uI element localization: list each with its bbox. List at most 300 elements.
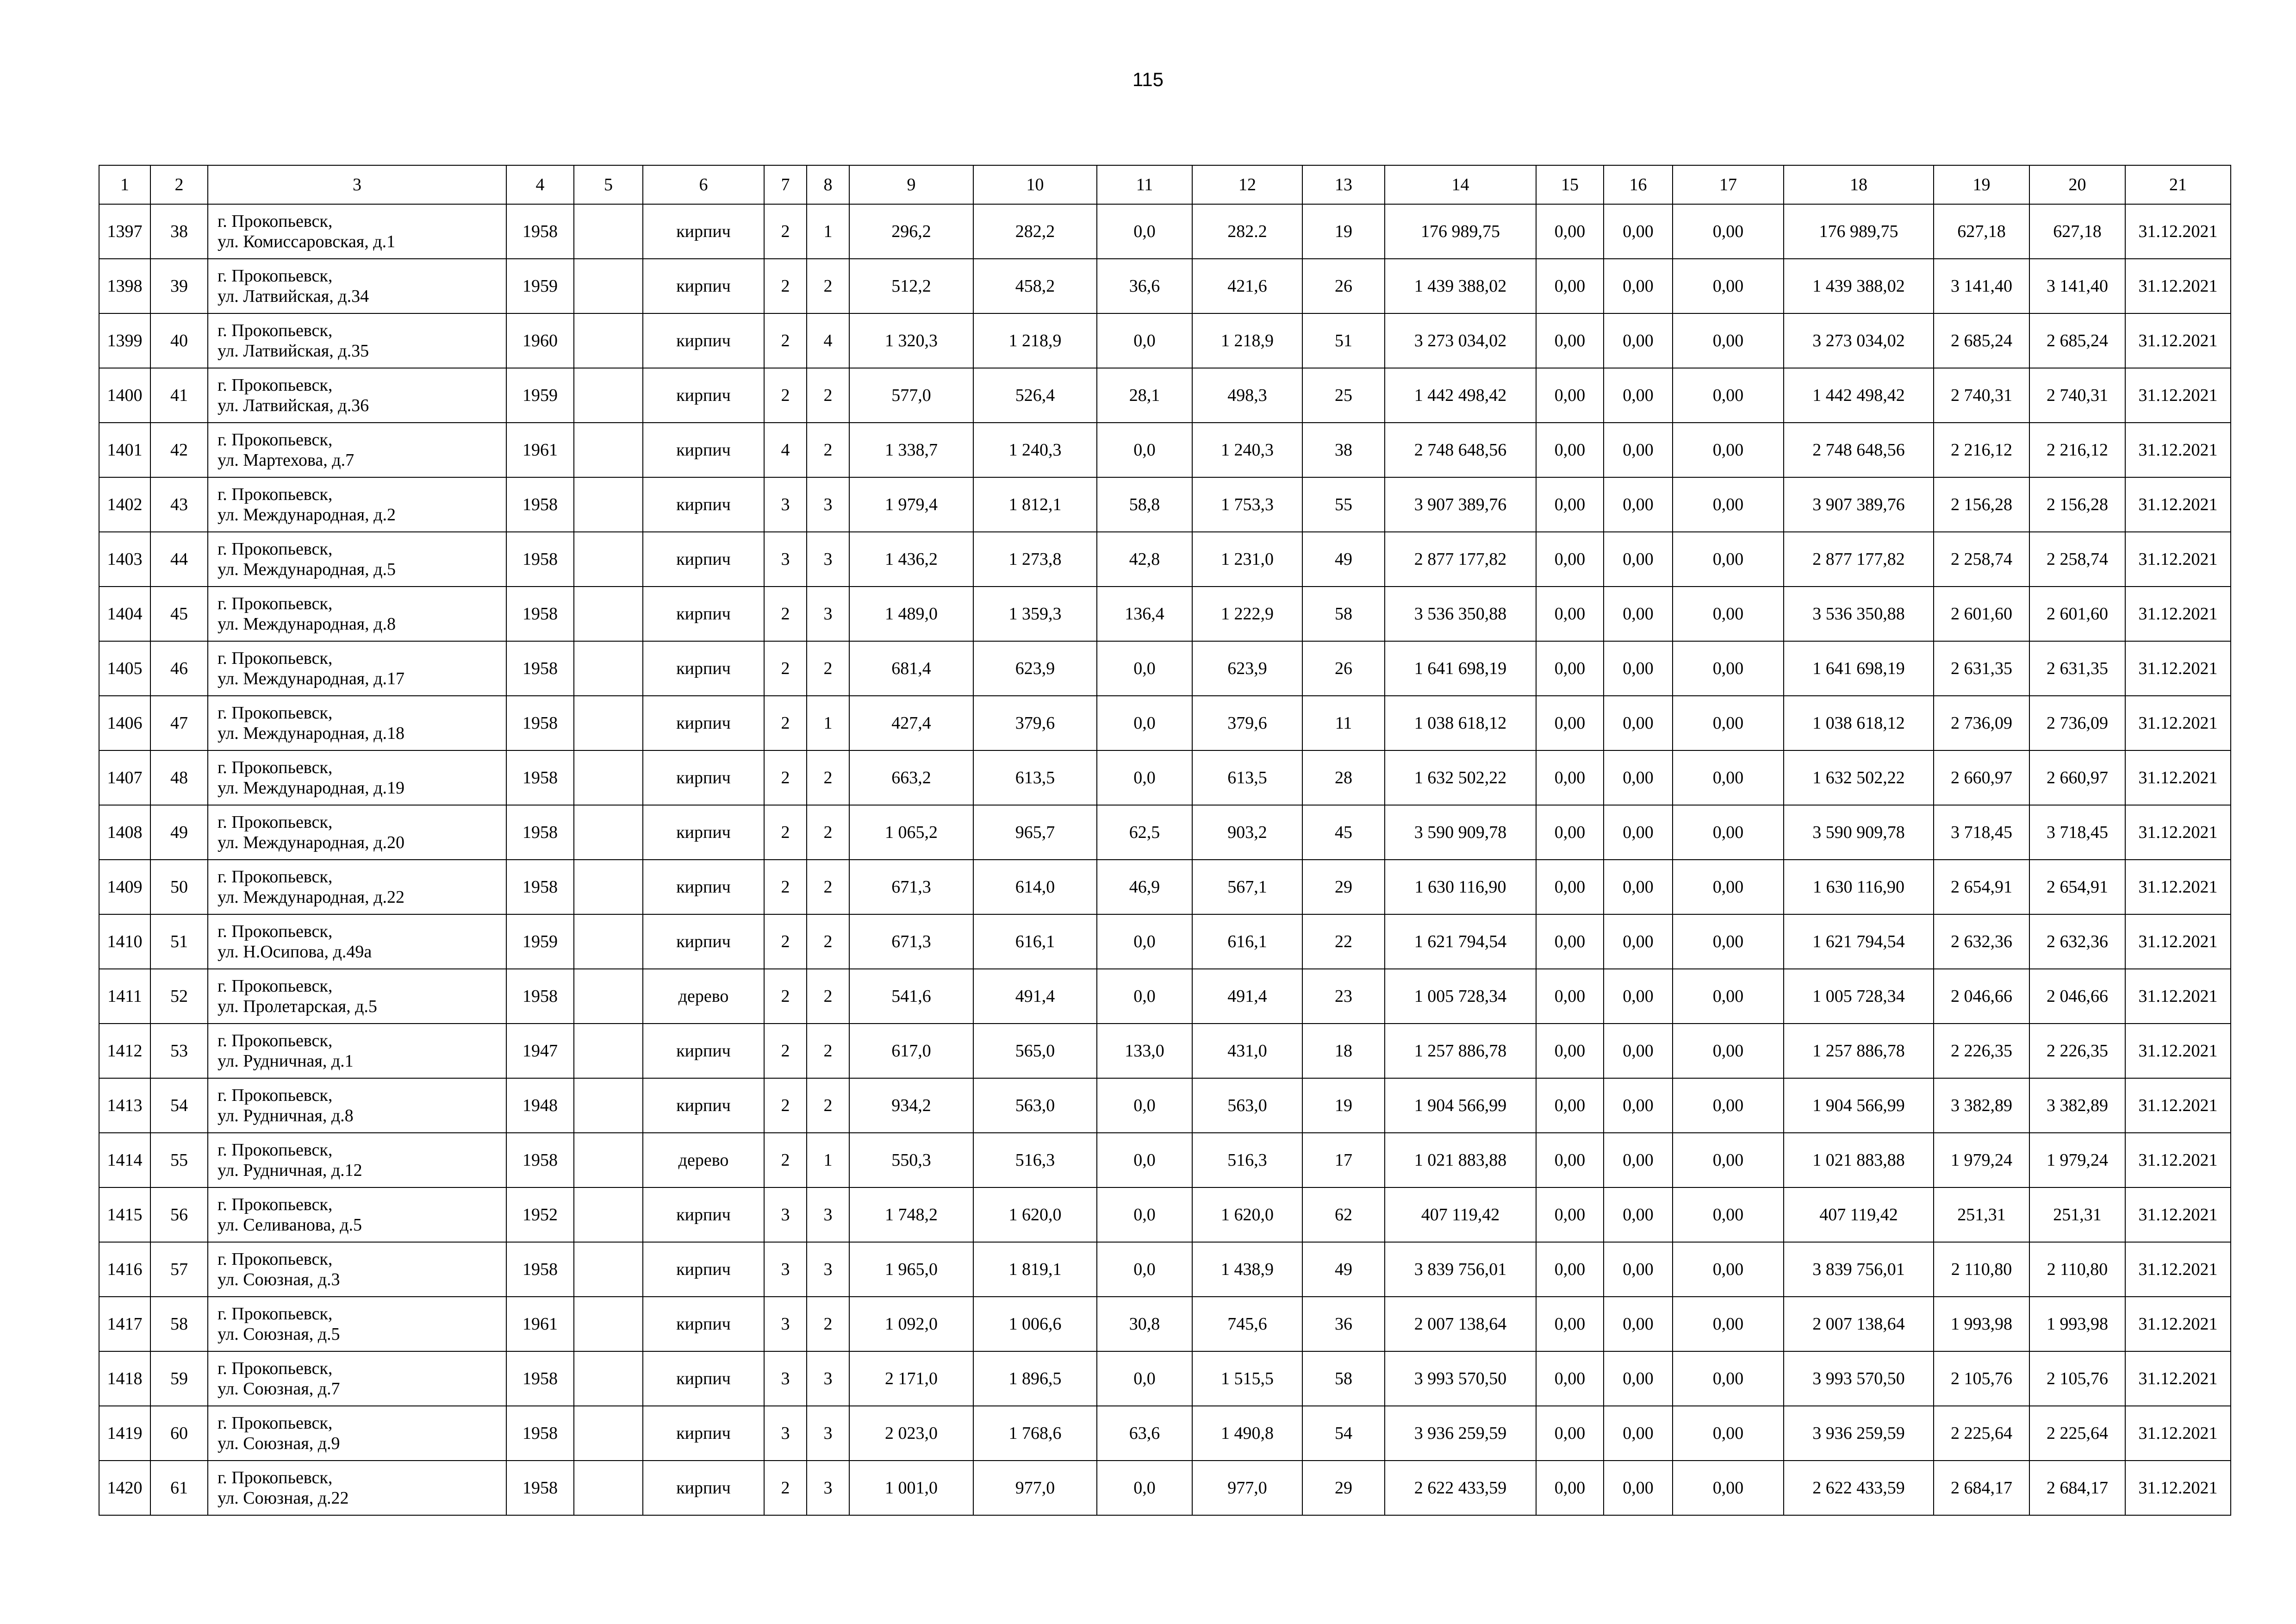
cell-col-18: 2 877 177,82 [1784,532,1934,587]
cell-col-19: 2 631,35 [1934,641,2029,696]
table-row [99,1242,2231,1297]
cell-date: 31.12.2021 [2125,204,2231,259]
address-city: г. Прокопьевск, [218,430,333,450]
cell-col-14: 2 622 433,59 [1385,1461,1536,1515]
cell-col-13: 38 [1302,423,1385,477]
address-city: г. Прокопьевск, [218,976,333,996]
cell-col-15: 0,00 [1536,1351,1604,1406]
address-city: г. Прокопьевск, [218,867,333,887]
cell-col-14: 1 005 728,34 [1385,969,1536,1024]
cell-col-5 [574,1242,643,1297]
cell-col-20: 3 718,45 [2029,805,2125,860]
cell-total-number: 1403 [99,532,150,587]
address-city: г. Прокопьевск, [218,1304,333,1324]
cell-floors: 3 [764,1351,807,1406]
cell-col-12: 1 515,5 [1192,1351,1302,1406]
cell-floors: 3 [764,477,807,532]
cell-col-15: 0,00 [1536,1187,1604,1242]
cell-col-20: 2 740,31 [2029,368,2125,423]
cell-total-number: 1407 [99,750,150,805]
cell-col-17: 0,00 [1673,368,1784,423]
cell-col-9: 296,2 [849,204,973,259]
cell-date: 31.12.2021 [2125,1133,2231,1187]
cell-total-number: 1400 [99,368,150,423]
cell-wall-material: кирпич [643,1024,764,1078]
address-street: ул. Международная, д.5 [218,560,396,579]
cell-year: 1961 [506,1297,574,1351]
cell-col-20: 2 601,60 [2029,587,2125,641]
column-number-14: 14 [1385,165,1536,204]
cell-wall-material: кирпич [643,696,764,750]
table-row [99,1187,2231,1242]
cell-col-10: 1 006,6 [973,1297,1097,1351]
cell-col-11: 62,5 [1097,805,1192,860]
address-city: г. Прокопьевск, [218,1140,333,1160]
cell-col-17: 0,00 [1673,313,1784,368]
cell-col-18: 3 993 570,50 [1784,1351,1934,1406]
address-street: ул. Селиванова, д.5 [218,1215,362,1235]
cell-col-5 [574,1297,643,1351]
cell-col-13: 58 [1302,587,1385,641]
cell-entrances: 2 [807,860,849,914]
cell-total-number: 1413 [99,1078,150,1133]
column-number-9: 9 [849,165,973,204]
cell-col-15: 0,00 [1536,423,1604,477]
cell-col-16: 0,00 [1604,1078,1673,1133]
cell-col-19: 2 736,09 [1934,696,2029,750]
column-number-1: 1 [99,165,150,204]
cell-col-9: 1 320,3 [849,313,973,368]
cell-col-18: 1 439 388,02 [1784,259,1934,313]
cell-wall-material: кирпич [643,1242,764,1297]
cell-local-number: 39 [150,259,208,313]
cell-col-9: 2 171,0 [849,1351,973,1406]
cell-col-10: 565,0 [973,1024,1097,1078]
cell-total-number: 1410 [99,914,150,969]
cell-col-19: 2 216,12 [1934,423,2029,477]
cell-col-11: 0,0 [1097,641,1192,696]
cell-col-19: 2 156,28 [1934,477,2029,532]
cell-wall-material: дерево [643,969,764,1024]
cell-col-5 [574,313,643,368]
cell-wall-material: кирпич [643,259,764,313]
cell-year: 1948 [506,1078,574,1133]
cell-col-11: 0,0 [1097,1133,1192,1187]
cell-local-number: 61 [150,1461,208,1515]
table-row [99,1133,2231,1187]
cell-col-5 [574,587,643,641]
cell-col-12: 431,0 [1192,1024,1302,1078]
cell-col-10: 563,0 [973,1078,1097,1133]
cell-col-19: 3 382,89 [1934,1078,2029,1133]
cell-floors: 2 [764,368,807,423]
cell-floors: 2 [764,969,807,1024]
cell-col-12: 1 240,3 [1192,423,1302,477]
cell-col-9: 1 436,2 [849,532,973,587]
cell-floors: 2 [764,860,807,914]
cell-col-20: 2 216,12 [2029,423,2125,477]
cell-col-20: 2 225,64 [2029,1406,2125,1461]
cell-entrances: 3 [807,1187,849,1242]
table-row [99,805,2231,860]
column-number-19: 19 [1934,165,2029,204]
cell-col-12: 491,4 [1192,969,1302,1024]
cell-year: 1958 [506,750,574,805]
column-number-2: 2 [150,165,208,204]
cell-col-13: 28 [1302,750,1385,805]
cell-wall-material: кирпич [643,1406,764,1461]
cell-date: 31.12.2021 [2125,1187,2231,1242]
cell-col-9: 427,4 [849,696,973,750]
address-city: г. Прокопьевск, [218,594,333,613]
cell-year: 1961 [506,423,574,477]
cell-col-20: 3 382,89 [2029,1078,2125,1133]
cell-col-10: 379,6 [973,696,1097,750]
address-street: ул. Латвийская, д.35 [218,341,369,361]
address-city: г. Прокопьевск, [218,812,333,832]
cell-col-5 [574,423,643,477]
cell-col-9: 1 965,0 [849,1242,973,1297]
cell-col-9: 1 489,0 [849,587,973,641]
cell-col-13: 58 [1302,1351,1385,1406]
cell-col-9: 512,2 [849,259,973,313]
address-city: г. Прокопьевск, [218,922,333,941]
cell-col-5 [574,1187,643,1242]
cell-wall-material: кирпич [643,423,764,477]
cell-col-18: 1 257 886,78 [1784,1024,1934,1078]
cell-col-19: 2 632,36 [1934,914,2029,969]
cell-col-11: 0,0 [1097,423,1192,477]
cell-address [208,1242,506,1297]
cell-local-number: 43 [150,477,208,532]
cell-col-15: 0,00 [1536,1078,1604,1133]
cell-col-14: 2 877 177,82 [1385,532,1536,587]
cell-col-15: 0,00 [1536,532,1604,587]
address-street: ул. Международная, д.22 [218,887,404,907]
cell-col-20: 2 631,35 [2029,641,2125,696]
cell-total-number: 1415 [99,1187,150,1242]
cell-date: 31.12.2021 [2125,259,2231,313]
cell-col-16: 0,00 [1604,1242,1673,1297]
cell-address [208,477,506,532]
cell-col-19: 1 979,24 [1934,1133,2029,1187]
cell-col-10: 458,2 [973,259,1097,313]
cell-col-12: 1 231,0 [1192,532,1302,587]
cell-date: 31.12.2021 [2125,532,2231,587]
cell-col-11: 0,0 [1097,1242,1192,1297]
cell-col-12: 616,1 [1192,914,1302,969]
cell-col-14: 1 641 698,19 [1385,641,1536,696]
cell-col-13: 54 [1302,1406,1385,1461]
cell-col-10: 977,0 [973,1461,1097,1515]
cell-col-20: 2 226,35 [2029,1024,2125,1078]
cell-floors: 2 [764,313,807,368]
cell-floors: 3 [764,532,807,587]
cell-col-15: 0,00 [1536,805,1604,860]
cell-col-9: 1 092,0 [849,1297,973,1351]
cell-year: 1959 [506,368,574,423]
column-number-17: 17 [1673,165,1784,204]
cell-col-17: 0,00 [1673,477,1784,532]
address-street: ул. Рудничная, д.1 [218,1051,354,1071]
cell-col-5 [574,805,643,860]
cell-col-20: 2 632,36 [2029,914,2125,969]
table-row [99,1024,2231,1078]
cell-col-20: 2 684,17 [2029,1461,2125,1515]
cell-total-number: 1408 [99,805,150,860]
cell-col-9: 617,0 [849,1024,973,1078]
cell-col-17: 0,00 [1673,805,1784,860]
cell-year: 1958 [506,860,574,914]
cell-col-13: 29 [1302,860,1385,914]
table-row [99,1351,2231,1406]
address-street: ул. Международная, д.2 [218,505,396,525]
column-number-12: 12 [1192,165,1302,204]
cell-col-17: 0,00 [1673,259,1784,313]
cell-col-15: 0,00 [1536,1024,1604,1078]
cell-col-10: 1 359,3 [973,587,1097,641]
cell-col-9: 550,3 [849,1133,973,1187]
cell-col-11: 136,4 [1097,587,1192,641]
cell-col-9: 1 065,2 [849,805,973,860]
cell-local-number: 53 [150,1024,208,1078]
cell-col-17: 0,00 [1673,641,1784,696]
cell-col-18: 1 442 498,42 [1784,368,1934,423]
cell-col-17: 0,00 [1673,914,1784,969]
cell-col-13: 45 [1302,805,1385,860]
cell-col-18: 1 621 794,54 [1784,914,1934,969]
cell-col-16: 0,00 [1604,259,1673,313]
cell-col-15: 0,00 [1536,1297,1604,1351]
cell-col-13: 19 [1302,204,1385,259]
cell-col-15: 0,00 [1536,477,1604,532]
cell-floors: 3 [764,1297,807,1351]
cell-col-14: 3 839 756,01 [1385,1242,1536,1297]
cell-col-12: 1 753,3 [1192,477,1302,532]
cell-col-15: 0,00 [1536,914,1604,969]
cell-entrances: 1 [807,204,849,259]
cell-date: 31.12.2021 [2125,750,2231,805]
address-city: г. Прокопьевск, [218,703,333,723]
cell-col-12: 977,0 [1192,1461,1302,1515]
cell-col-14: 1 632 502,22 [1385,750,1536,805]
table-row [99,750,2231,805]
cell-col-17: 0,00 [1673,1351,1784,1406]
cell-local-number: 52 [150,969,208,1024]
cell-col-18: 1 632 502,22 [1784,750,1934,805]
cell-local-number: 48 [150,750,208,805]
cell-year: 1958 [506,532,574,587]
cell-floors: 3 [764,1187,807,1242]
address-street: ул. Международная, д.18 [218,724,404,743]
cell-col-19: 2 110,80 [1934,1242,2029,1297]
column-number-18: 18 [1784,165,1934,204]
cell-entrances: 2 [807,259,849,313]
column-number-4: 4 [506,165,574,204]
cell-entrances: 3 [807,1461,849,1515]
cell-col-16: 0,00 [1604,368,1673,423]
cell-entrances: 3 [807,587,849,641]
cell-address [208,914,506,969]
cell-wall-material: кирпич [643,313,764,368]
cell-col-12: 1 218,9 [1192,313,1302,368]
cell-wall-material: кирпич [643,860,764,914]
cell-col-11: 28,1 [1097,368,1192,423]
cell-col-14: 2 007 138,64 [1385,1297,1536,1351]
cell-col-9: 1 338,7 [849,423,973,477]
cell-year: 1958 [506,805,574,860]
cell-col-9: 671,3 [849,914,973,969]
cell-floors: 2 [764,1461,807,1515]
cell-col-14: 1 442 498,42 [1385,368,1536,423]
cell-entrances: 1 [807,1133,849,1187]
cell-col-14: 176 989,75 [1385,204,1536,259]
cell-total-number: 1402 [99,477,150,532]
cell-col-19: 2 601,60 [1934,587,2029,641]
cell-date: 31.12.2021 [2125,423,2231,477]
cell-col-18: 3 907 389,76 [1784,477,1934,532]
cell-col-13: 36 [1302,1297,1385,1351]
cell-col-10: 1 273,8 [973,532,1097,587]
cell-col-17: 0,00 [1673,1187,1784,1242]
cell-entrances: 2 [807,1297,849,1351]
cell-date: 31.12.2021 [2125,313,2231,368]
cell-col-15: 0,00 [1536,969,1604,1024]
column-number-15: 15 [1536,165,1604,204]
cell-year: 1952 [506,1187,574,1242]
cell-col-15: 0,00 [1536,587,1604,641]
cell-col-19: 2 226,35 [1934,1024,2029,1078]
cell-wall-material: кирпич [643,1187,764,1242]
cell-col-20: 2 258,74 [2029,532,2125,587]
address-street: ул. Комиссаровская, д.1 [218,232,396,251]
cell-col-5 [574,1133,643,1187]
address-street: ул. Латвийская, д.36 [218,396,369,415]
cell-col-19: 2 684,17 [1934,1461,2029,1515]
cell-col-11: 0,0 [1097,313,1192,368]
cell-col-12: 516,3 [1192,1133,1302,1187]
cell-year: 1958 [506,1461,574,1515]
cell-address [208,805,506,860]
cell-local-number: 47 [150,696,208,750]
cell-year: 1958 [506,641,574,696]
cell-col-10: 613,5 [973,750,1097,805]
cell-entrances: 3 [807,532,849,587]
cell-col-18: 3 536 350,88 [1784,587,1934,641]
cell-col-13: 26 [1302,641,1385,696]
cell-col-5 [574,969,643,1024]
cell-local-number: 51 [150,914,208,969]
address-city: г. Прокопьевск, [218,1249,333,1269]
cell-col-5 [574,477,643,532]
cell-col-18: 3 936 259,59 [1784,1406,1934,1461]
column-number-11: 11 [1097,165,1192,204]
cell-col-20: 3 141,40 [2029,259,2125,313]
cell-col-13: 23 [1302,969,1385,1024]
column-number-8: 8 [807,165,849,204]
cell-total-number: 1411 [99,969,150,1024]
cell-date: 31.12.2021 [2125,1406,2231,1461]
cell-total-number: 1397 [99,204,150,259]
cell-col-10: 1 812,1 [973,477,1097,532]
cell-col-15: 0,00 [1536,204,1604,259]
cell-col-14: 3 993 570,50 [1385,1351,1536,1406]
cell-local-number: 38 [150,204,208,259]
cell-col-19: 3 141,40 [1934,259,2029,313]
cell-entrances: 2 [807,423,849,477]
cell-wall-material: кирпич [643,587,764,641]
table-row [99,259,2231,313]
cell-entrances: 1 [807,696,849,750]
cell-year: 1958 [506,1133,574,1187]
address-street: ул. Мартехова, д.7 [218,450,355,470]
address-city: г. Прокопьевск, [218,1359,333,1378]
cell-year: 1960 [506,313,574,368]
address-city: г. Прокопьевск, [218,485,333,504]
cell-year: 1958 [506,1351,574,1406]
cell-col-9: 577,0 [849,368,973,423]
cell-col-12: 613,5 [1192,750,1302,805]
cell-col-18: 3 839 756,01 [1784,1242,1934,1297]
cell-col-13: 55 [1302,477,1385,532]
address-street: ул. Союзная, д.7 [218,1379,340,1399]
cell-col-19: 1 993,98 [1934,1297,2029,1351]
table-row [99,860,2231,914]
cell-col-14: 1 021 883,88 [1385,1133,1536,1187]
cell-total-number: 1406 [99,696,150,750]
cell-col-13: 62 [1302,1187,1385,1242]
cell-col-16: 0,00 [1604,1406,1673,1461]
cell-col-13: 26 [1302,259,1385,313]
address-city: г. Прокопьевск, [218,649,333,668]
cell-col-19: 3 718,45 [1934,805,2029,860]
cell-col-15: 0,00 [1536,1242,1604,1297]
cell-col-20: 2 660,97 [2029,750,2125,805]
cell-col-20: 2 110,80 [2029,1242,2125,1297]
cell-col-16: 0,00 [1604,587,1673,641]
cell-year: 1958 [506,477,574,532]
cell-col-18: 176 989,75 [1784,204,1934,259]
cell-entrances: 2 [807,1024,849,1078]
cell-col-11: 42,8 [1097,532,1192,587]
cell-col-9: 1 979,4 [849,477,973,532]
cell-entrances: 2 [807,750,849,805]
cell-wall-material: кирпич [643,368,764,423]
cell-col-5 [574,259,643,313]
cell-col-11: 63,6 [1097,1406,1192,1461]
address-city: г. Прокопьевск, [218,321,333,340]
cell-entrances: 2 [807,368,849,423]
cell-col-10: 282,2 [973,204,1097,259]
cell-entrances: 3 [807,477,849,532]
cell-col-18: 1 005 728,34 [1784,969,1934,1024]
cell-col-15: 0,00 [1536,860,1604,914]
cell-wall-material: кирпич [643,477,764,532]
cell-col-11: 30,8 [1097,1297,1192,1351]
cell-year: 1958 [506,204,574,259]
cell-date: 31.12.2021 [2125,969,2231,1024]
cell-address [208,696,506,750]
cell-wall-material: кирпич [643,1461,764,1515]
cell-col-18: 407 119,42 [1784,1187,1934,1242]
address-city: г. Прокопьевск, [218,212,333,231]
cell-address [208,860,506,914]
cell-col-14: 1 439 388,02 [1385,259,1536,313]
cell-col-12: 282.2 [1192,204,1302,259]
page-number: 115 [1132,69,1164,90]
table-body [99,204,2231,1515]
cell-col-10: 1 240,3 [973,423,1097,477]
